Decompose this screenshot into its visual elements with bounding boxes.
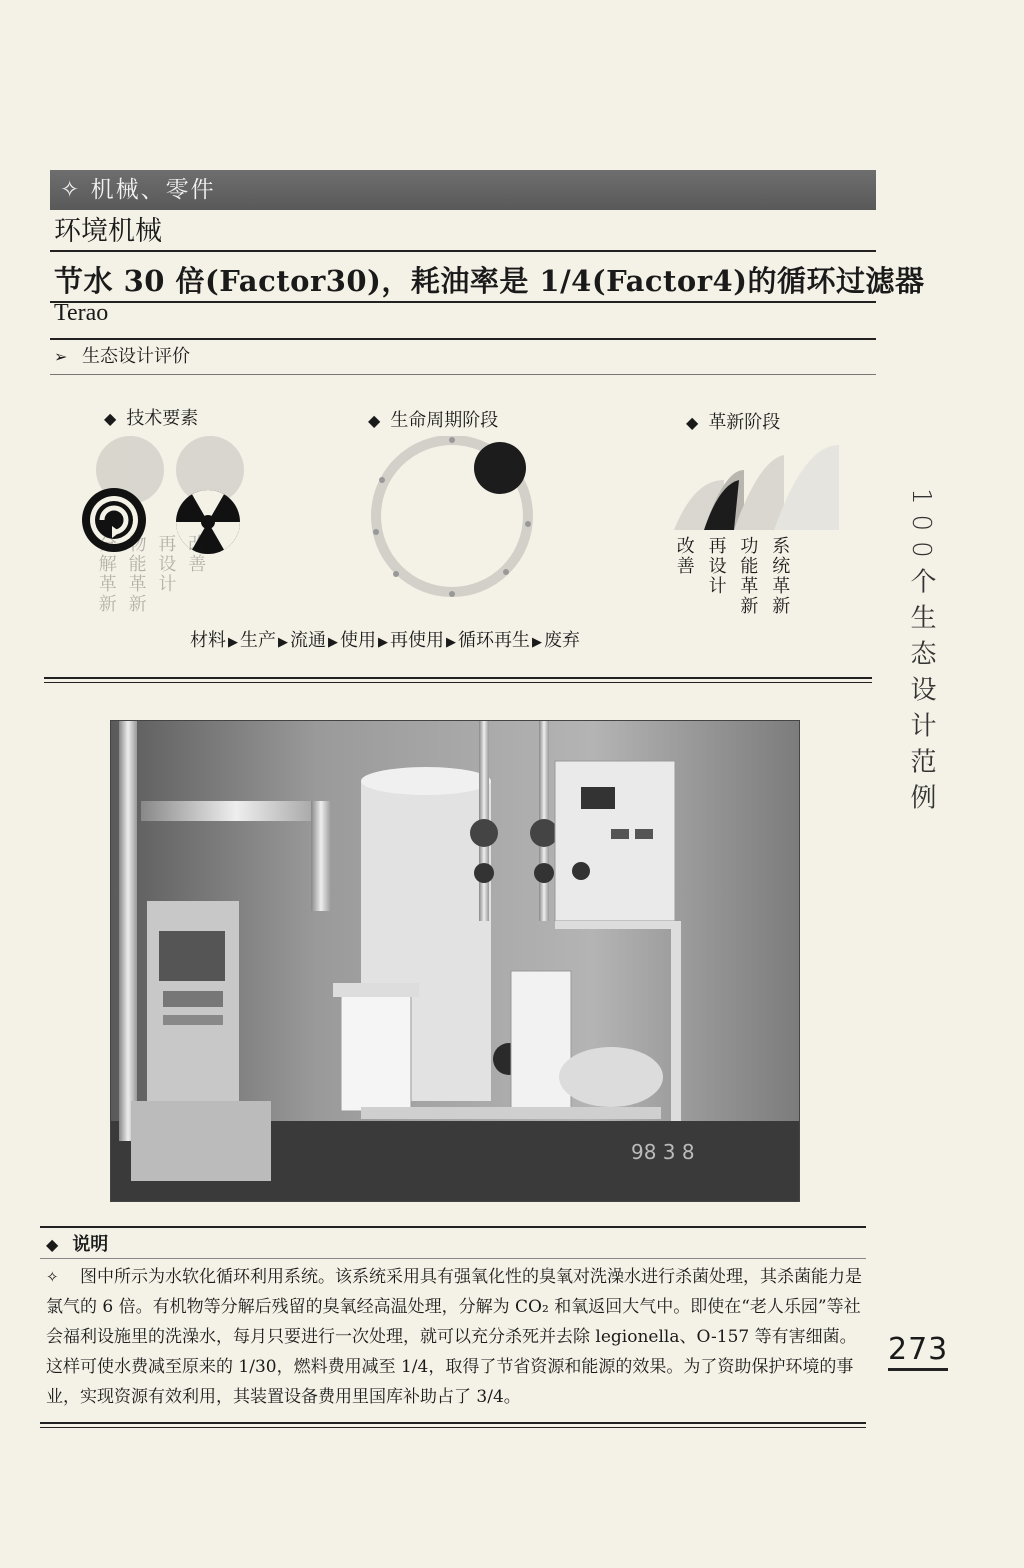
category-bar xyxy=(50,170,876,210)
triangle-icon: ▶ xyxy=(278,635,288,650)
page-title: 节水 30 倍(Factor30)，耗油率是 1/4(Factor4)的循环过滤器 xyxy=(54,264,925,298)
divider xyxy=(44,682,872,683)
divider xyxy=(50,301,876,303)
desc-heading: ◆ 说明 xyxy=(46,1234,109,1255)
eval-heading: ➢ 生态设计评价 xyxy=(54,346,190,367)
diamond-icon: ◆ xyxy=(104,409,117,428)
tech-labels: 分解革新 物能革新 再设计 改善 xyxy=(95,534,207,614)
divider xyxy=(40,1422,866,1424)
equipment-illustration xyxy=(111,721,799,1201)
divider xyxy=(50,338,876,340)
triangle-icon: ▶ xyxy=(532,635,542,650)
subcategory: 环境机械 xyxy=(54,216,162,247)
innovation-label: 改善 xyxy=(673,536,695,576)
arrow-icon: ➢ xyxy=(54,347,68,366)
triangle-icon: ▶ xyxy=(446,635,456,650)
section-lifecycle: ◆ 生命周期阶段 xyxy=(368,410,499,431)
triangle-icon: ▶ xyxy=(328,635,338,650)
innovation-label: 再设计 xyxy=(705,536,727,596)
description xyxy=(46,1262,866,1412)
section-tech: ◆ 技术要素 xyxy=(104,408,199,429)
section-innovation: ◆ 革新阶段 xyxy=(686,412,781,433)
diamond-icon: ◆ xyxy=(686,413,699,432)
divider xyxy=(44,677,872,679)
diamond-icon: ◆ xyxy=(46,1235,59,1254)
divider xyxy=(40,1226,866,1228)
book-side-title: 100个生态设计范例 xyxy=(906,488,936,820)
innovation-label: 系统革新 xyxy=(769,536,791,616)
divider xyxy=(50,374,876,375)
triangle-icon: ▶ xyxy=(378,635,388,650)
innovation-stages-graphic xyxy=(664,440,844,540)
active-stage-dot xyxy=(474,442,526,494)
description-text: 图中所示为水软化循环利用系统。该系统采用具有强氧化性的臭氧对洗澡水进行杀菌处理，其杀菌能力是氯气的 6 倍。有机物等分解后残留的臭氧经高温处理，分解为 CO₂ 和氧返回大气中。即使在“老人乐园”等社会福利设施里的洗澡水，每月只要进行一次处理，就可以充分杀死并去除 legionella、O-157 等有害细菌。这样可使水费减至原来的 1/30，燃料费用减至 1/4，取得了节省资源和能源的效果。为了资助保护环境的事业，实现资源有效利用，其装置设备费用里国库补助占了 3/4。 xyxy=(46,1267,862,1407)
company-name: Terao xyxy=(54,300,109,326)
lifecycle-stages: 材料 ▶ 生产 ▶ 流通 ▶ 使用 ▶ 再使用 ▶ 循环再生 ▶ 废弃 xyxy=(190,630,580,651)
sparkle-icon: ✧ xyxy=(46,1268,59,1286)
innovation-labels xyxy=(674,536,789,616)
page-number: 273 xyxy=(888,1332,948,1371)
equipment-photo xyxy=(110,720,800,1202)
innovation-label: 功能革新 xyxy=(737,536,759,616)
divider xyxy=(40,1258,866,1259)
diamond-icon: ◆ xyxy=(368,411,381,430)
lifecycle-ring xyxy=(360,436,560,616)
divider xyxy=(40,1427,866,1428)
divider xyxy=(50,250,876,252)
photo-timestamp: 98 3 8 xyxy=(631,1140,695,1164)
triangle-icon: ▶ xyxy=(228,635,238,650)
category-label: ✧ 机械、零件 xyxy=(60,177,216,203)
